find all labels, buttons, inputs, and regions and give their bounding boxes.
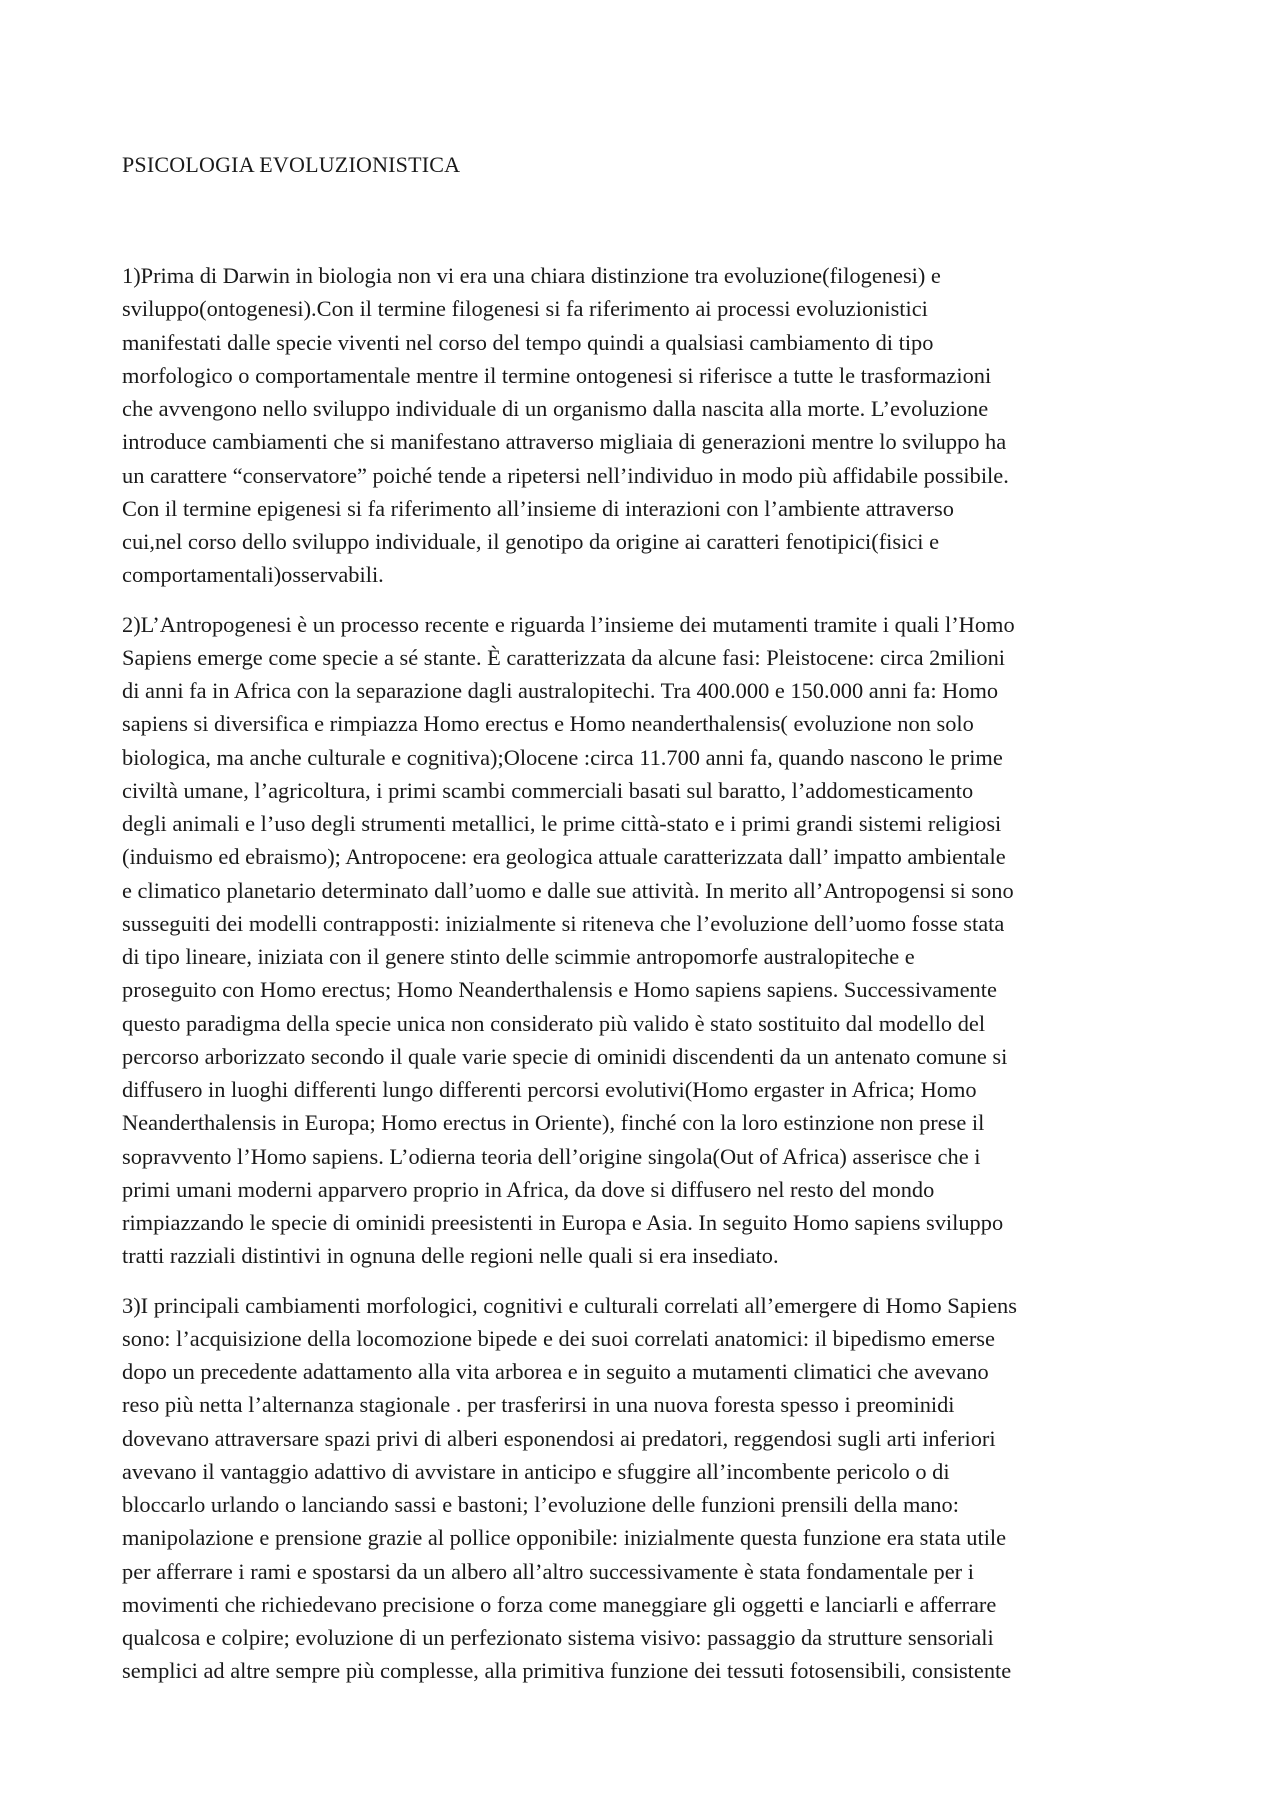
text-line: manifestati dalle specie viventi nel corso del tempo quindi a qualsiasi cambiamento di tipo bbox=[122, 329, 934, 355]
text-line: 3)I principali cambiamenti morfologici, cognitivi e culturali correlati all’emergere di Homo Sapiens bbox=[122, 1292, 1017, 1318]
paragraph-2 bbox=[122, 608, 1168, 1273]
text-line: sono: l’acquisizione della locomozione bipede e dei suoi correlati anatomici: il bipedismo emerse bbox=[122, 1325, 995, 1351]
text-line: di tipo lineare, iniziata con il genere stinto delle scimmie antropomorfe australopiteche e bbox=[122, 944, 915, 969]
paragraph-1 bbox=[122, 259, 1168, 592]
text-line: questo paradigma della specie unica non considerato più valido è stato sostituito dal modello del bbox=[122, 1010, 986, 1036]
text-line: bloccarlo urlando o lanciando sassi e bastoni; l’evoluzione delle funzioni prensili della mano: bbox=[122, 1492, 959, 1517]
text-line: sviluppo(ontogenesi).Con il termine filogenesi si fa riferimento ai processi evoluzionistici bbox=[122, 296, 928, 322]
text-line: morfologico o comportamentale mentre il termine ontogenesi si riferisce a tutte le trasformazioni bbox=[122, 362, 992, 388]
text-line: dovevano attraversare spazi privi di alberi esponendosi ai predatori, reggendosi sugli arti inferiori bbox=[122, 1425, 996, 1451]
text-line: di anni fa in Africa con la separazione dagli australopitechi. Tra 400.000 e 150.000 anni fa: Homo bbox=[122, 678, 999, 703]
text-line: Sapiens emerge come specie a sé stante. È caratterizzata da alcune fasi: Pleistocene: circa 2milioni bbox=[122, 644, 1005, 670]
text-line: 2)L’Antropogenesi è un processo recente e riguarda l’insieme dei mutamenti tramite i quali l’Homo bbox=[122, 611, 1015, 637]
text-line: sapiens si diversifica e rimpiazza Homo erectus e Homo neanderthalensis( evoluzione non solo bbox=[122, 711, 974, 737]
document-body bbox=[122, 259, 1168, 1704]
text-line: civiltà umane, l’agricoltura, i primi scambi commerciali basati sul baratto, l’addomesticamento bbox=[122, 777, 974, 803]
text-line: qualcosa e colpire; evoluzione di un perfezionato sistema visivo: passaggio da strutture sensoriali bbox=[122, 1625, 994, 1650]
text-line: reso più netta l’alternanza stagionale . per trasferirsi in una nuova foresta spesso i preominidi bbox=[122, 1392, 955, 1418]
text-line: dopo un precedente adattamento alla vita arborea e in seguito a mutamenti climatici che avevano bbox=[122, 1359, 989, 1384]
text-line: tratti razziali distintivi in ognuna delle regioni nelle quali si era insediato. bbox=[122, 1243, 779, 1269]
text-line: 1)Prima di Darwin in biologia non vi era una chiara distinzione tra evoluzione(filogenesi) e bbox=[122, 263, 941, 288]
text-line: degli animali e l’uso degli strumenti metallici, le prime città-stato e i primi grandi sistemi religiosi bbox=[122, 811, 1002, 836]
document-title: PSICOLOGIA EVOLUZIONISTICA bbox=[122, 152, 461, 177]
text-line: comportamentali)osservabili. bbox=[122, 562, 384, 588]
text-line: semplici ad altre sempre più complesse, alla primitiva funzione dei tessuti fotosensibili, consistente bbox=[122, 1658, 1012, 1684]
text-line: che avvengono nello sviluppo individuale di un organismo dalla nascita alla morte. L’evoluzione bbox=[122, 396, 989, 421]
text-line: Neanderthalensis in Europa; Homo erectus in Oriente), finché con la loro estinzione non prese il bbox=[122, 1110, 985, 1136]
paragraph-3 bbox=[122, 1289, 1168, 1688]
text-line: (induismo ed ebraismo); Antropocene: era geologica attuale caratterizzata dall’ impatto ambientale bbox=[122, 844, 1006, 870]
text-line: Con il termine epigenesi si fa riferimento all’insieme di interazioni con l’ambiente attraverso bbox=[122, 495, 954, 521]
text-line: avevano il vantaggio adattivo di avvistare in anticipo e sfuggire all’incombente pericolo o di bbox=[122, 1458, 950, 1484]
text-line: primi umani moderni apparvero proprio in Africa, da dove si diffusero nel resto del mondo bbox=[122, 1176, 935, 1202]
text-line: proseguito con Homo erectus; Homo Neanderthalensis e Homo sapiens sapiens. Successivamente bbox=[122, 977, 997, 1003]
text-line: e climatico planetario determinato dall’uomo e dalle sue attività. In merito all’Antropogensi si sono bbox=[122, 877, 1014, 903]
text-line: movimenti che richiedevano precisione o forza come maneggiare gli oggetti e lanciarli e afferrare bbox=[122, 1591, 997, 1617]
text-line: percorso arborizzato secondo il quale varie specie di ominidi discendenti da un antenato comune si bbox=[122, 1043, 1008, 1069]
text-line: susseguiti dei modelli contrapposti: inizialmente si riteneva che l’evoluzione dell’uomo fosse stata bbox=[122, 910, 1005, 936]
text-line: per afferrare i rami e spostarsi da un albero all’altro successivamente è stata fondamentale per i bbox=[122, 1558, 974, 1584]
text-line: introduce cambiamenti che si manifestano attraverso migliaia di generazioni mentre lo sviluppo ha bbox=[122, 429, 1007, 455]
text-line: cui,nel corso dello sviluppo individuale, il genotipo da origine ai caratteri fenotipici(fisici e bbox=[122, 529, 940, 554]
text-line: sopravvento l’Homo sapiens. L’odierna teoria dell’origine singola(Out of Africa) asserisce che i bbox=[122, 1143, 981, 1169]
text-line: diffusero in luoghi differenti lungo differenti percorsi evolutivi(Homo ergaster in Africa; Homo bbox=[122, 1077, 977, 1102]
text-line: biologica, ma anche culturale e cognitiva);Olocene :circa 11.700 anni fa, quando nascono le prime bbox=[122, 744, 1003, 770]
text-line: manipolazione e prensione grazie al pollice opponibile: inizialmente questa funzione era stata utile bbox=[122, 1525, 1007, 1551]
text-line: rimpiazzando le specie di ominidi preesistenti in Europa e Asia. In seguito Homo sapiens sviluppo bbox=[122, 1210, 1004, 1235]
text-line: un carattere “conservatore” poiché tende a ripetersi nell’individuo in modo più affidabile possibile. bbox=[122, 462, 1009, 488]
